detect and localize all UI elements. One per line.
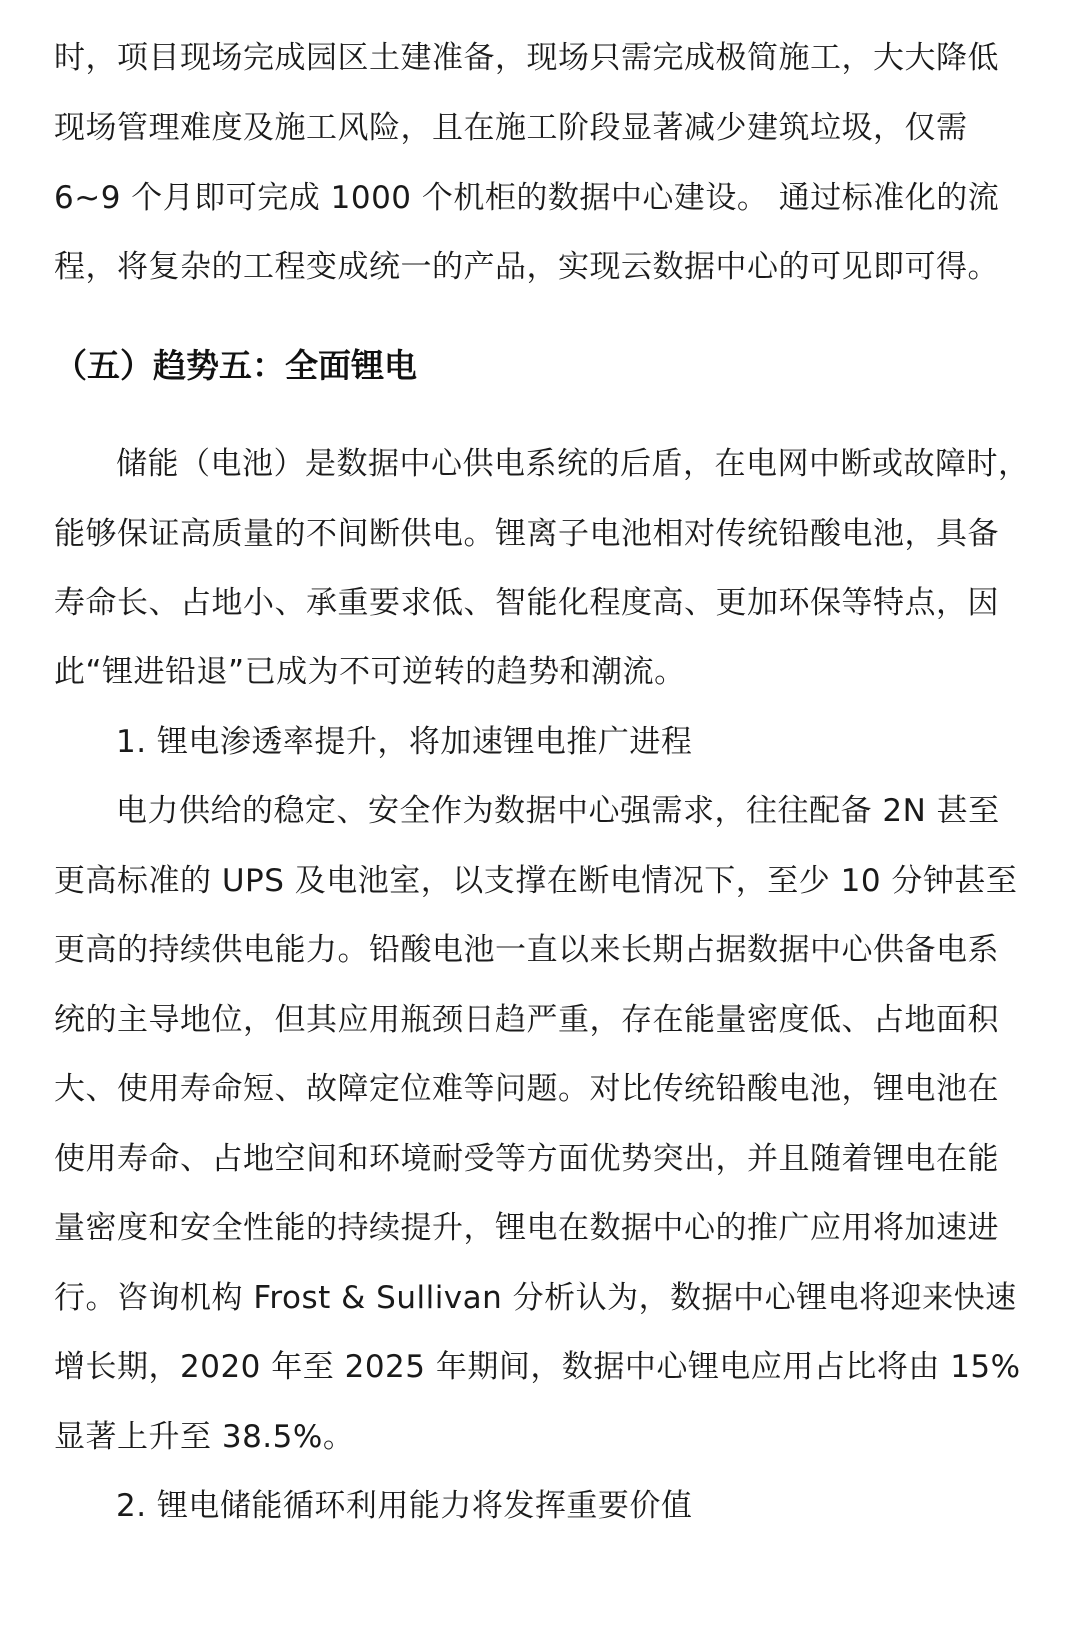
paragraph-line: 储能（电池）是数据中心供电系统的后盾，在电网中断或故障时， bbox=[116, 446, 1030, 482]
paragraph-line: 使用寿命、占地空间和环境耐受等方面优势突出，并且随着锂电在能 bbox=[54, 1141, 999, 1177]
paragraph-line: 更高的持续供电能力。铅酸电池一直以来长期占据数据中心供备电系 bbox=[54, 932, 999, 968]
subheading-2: 2. 锂电储能循环利用能力将发挥重要价值 bbox=[116, 1488, 693, 1524]
paragraph-line: 行。咨询机构 Frost & Sullivan 分析认为，数据中心锂电将迎来快速 bbox=[54, 1280, 1017, 1316]
intro-line: 现场管理难度及施工风险，且在施工阶段显著减少建筑垃圾，仅需 bbox=[54, 110, 968, 146]
intro-line: 程，将复杂的工程变成统一的产品，实现云数据中心的可见即可得。 bbox=[54, 249, 999, 285]
paragraph-line: 能够保证高质量的不间断供电。锂离子电池相对传统铅酸电池，具备 bbox=[54, 516, 999, 552]
paragraph-line: 增长期，2020 年至 2025 年期间，数据中心锂电应用占比将由 15% bbox=[54, 1349, 1021, 1385]
subheading-1: 1. 锂电渗透率提升，将加速锂电推广进程 bbox=[116, 724, 693, 760]
section-heading: （五）趋势五：全面锂电 bbox=[54, 346, 417, 385]
paragraph-line: 大、使用寿命短、故障定位难等问题。对比传统铅酸电池，锂电池在 bbox=[54, 1071, 999, 1107]
paragraph-line: 统的主导地位，但其应用瓶颈日趋严重，存在能量密度低、占地面积 bbox=[54, 1002, 999, 1038]
intro-line: 6~9 个月即可完成 1000 个机柜的数据中心建设。 通过标准化的流 bbox=[54, 180, 1000, 216]
paragraph-line: 此“锂进铅退”已成为不可逆转的趋势和潮流。 bbox=[54, 654, 686, 690]
paragraph-line: 电力供给的稳定、安全作为数据中心强需求，往往配备 2N 甚至 bbox=[116, 793, 1000, 829]
paragraph-line: 寿命长、占地小、承重要求低、智能化程度高、更加环保等特点，因 bbox=[54, 585, 999, 621]
paragraph-line: 更高标准的 UPS 及电池室，以支撑在断电情况下，至少 10 分钟甚至 bbox=[54, 863, 1018, 899]
paragraph-line: 显著上升至 38.5%。 bbox=[54, 1419, 355, 1455]
intro-line: 时，项目现场完成园区土建准备，现场只需完成极简施工，大大降低 bbox=[54, 40, 999, 76]
paragraph-line: 量密度和安全性能的持续提升，锂电在数据中心的推广应用将加速进 bbox=[54, 1210, 999, 1246]
